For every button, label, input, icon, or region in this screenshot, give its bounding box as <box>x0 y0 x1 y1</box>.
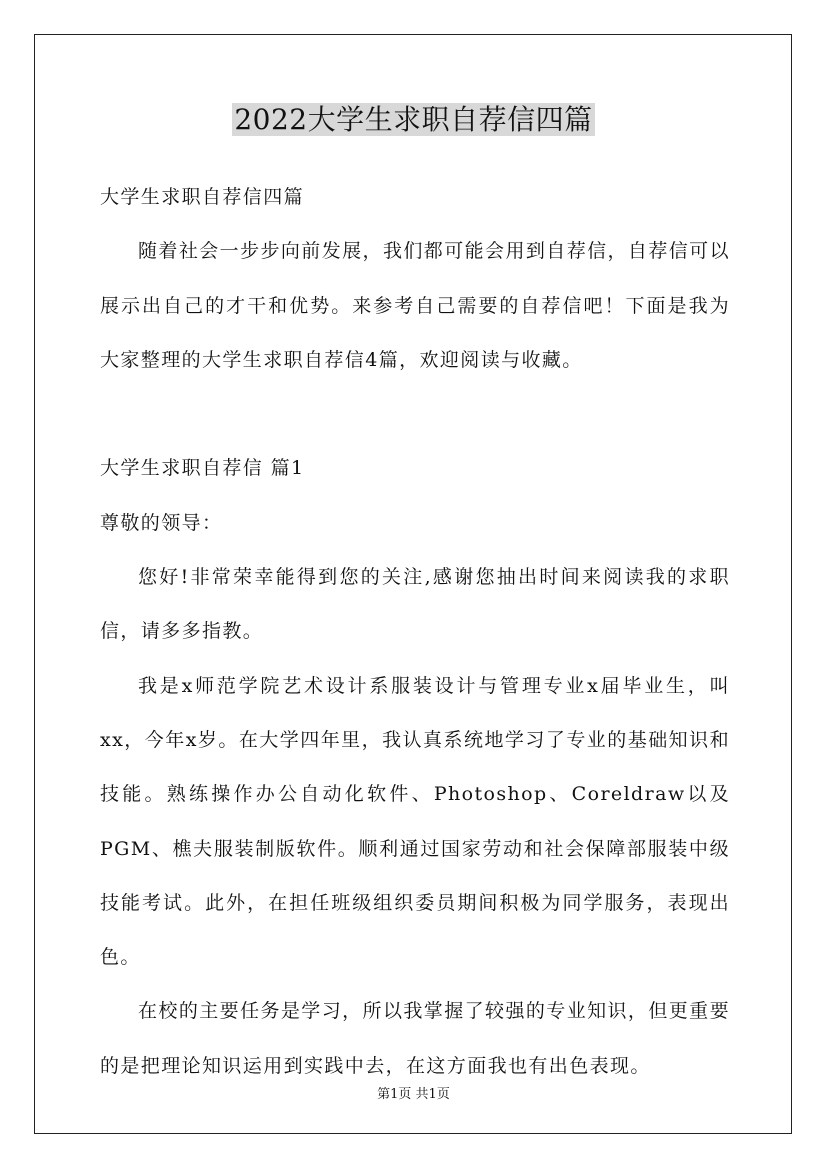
document-title: 2022大学生求职自荐信四篇 <box>234 103 593 136</box>
document-title-wrap <box>0 100 827 140</box>
document-body <box>100 170 730 1093</box>
spacer <box>100 387 730 441</box>
page-footer: 第1页 共1页 <box>377 1087 450 1102</box>
body-paragraph-2: 我是x师范学院艺术设计系服装设计与管理专业x届毕业生，叫xx，今年x岁。在大学四年里，我认真系统地学习了专业的基础知识和技能。熟练操作办公自动化软件、Photoshop、Coreldraw以及PGM、樵夫服装制版软件。顺利通过国家劳动和社会保障部服装中级技能考试。此外，在担任班级组织委员期间积极为同学服务，表现出色。 <box>100 674 730 969</box>
intro-paragraph: 随着社会一步步向前发展，我们都可能会用到自荐信，自荐信可以展示出自己的才干和优势。来参考自己需要的自荐信吧！下面是我为大家整理的大学生求职自荐信4篇，欢迎阅读与收藏。 <box>100 240 730 371</box>
salutation: 尊敬的领导： <box>100 511 223 534</box>
body-paragraph-3: 在校的主要任务是学习，所以我掌握了较强的专业知识，但更重要的是把理论知识运用到实践中去，在这方面我也有出色表现。 <box>100 1000 730 1077</box>
subtitle: 大学生求职自荐信四篇 <box>100 186 305 208</box>
section-heading: 大学生求职自荐信 篇1 <box>100 457 305 480</box>
body-paragraph-1: 您好!非常荣幸能得到您的关注,感谢您抽出时间来阅读我的求职信，请多多指教。 <box>100 566 730 643</box>
